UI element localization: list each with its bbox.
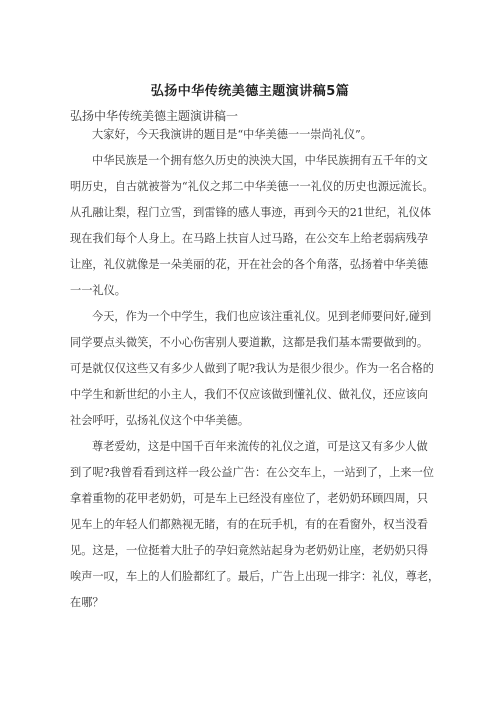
paragraph-line: 同学要点头微笑，不小心伤害别人要道歉，这都是我们基本需要做到的。 — [70, 336, 429, 349]
document-subtitle: 弘扬中华传统美德主题演讲稿一 — [70, 109, 239, 123]
document-title: 弘扬中华传统美德主题演讲稿5篇 — [150, 84, 350, 99]
paragraph-line: 中学生和新世纪的小主人，我们不仅应该做到懂礼仪、做礼仪，还应该向 — [70, 388, 429, 401]
paragraph-line: 中华民族是一个拥有悠久历史的泱泱大国，中华民族拥有五千年的文 — [92, 154, 428, 167]
paragraph-line: 见车上的年轻人们都熟视无睹，有的在玩手机，有的在看窗外，权当没看 — [70, 518, 429, 531]
paragraph-line: 社会呼吁，弘扬礼仪这个中华美德。 — [70, 414, 250, 427]
paragraph-line: 见。这是，一位挺着大肚子的孕妇竟然站起身为老奶奶让座，老奶奶只得 — [70, 544, 429, 557]
paragraph-line: 大家好，今天我演讲的题目是“中华美德一一崇尚礼仪”。 — [92, 128, 372, 141]
paragraph-line: 尊老爱幼，这是中国千百年来流传的礼仪之道，可是这又有多少人做 — [92, 440, 428, 453]
paragraph-line: 唉声一叹，车上的人们脸都红了。最后，广告上出现一排字：礼仪，尊老， — [70, 570, 440, 583]
paragraph-line: 在哪？ — [70, 596, 104, 609]
paragraph-line: 现在我们每个人身上。在马路上扶盲人过马路，在公交车上给老弱病残孕 — [70, 232, 429, 245]
paragraph-line: 明历史，自古就被誉为“礼仪之邦二中华美德一一礼仪的历史也源远流长。 — [70, 180, 434, 193]
paragraph-line: 拿着重物的花甲老奶奶，可是车上已经没有座位了，老奶奶环顾四周，只 — [70, 492, 429, 505]
paragraph-line: 一一礼仪。 — [70, 284, 126, 297]
document-body — [70, 122, 470, 616]
paragraph-line: 今天，作为一个中学生，我们也应该注重礼仪。见到老师要问好,碰到 — [92, 310, 432, 323]
paragraph-line: 到了呢?我曾看看到这样一段公益广告：在公交车上，一站到了，上来一位 — [70, 466, 434, 479]
paragraph-line: 从孔融让梨，程门立雪，到雷锋的感人事迹，再到今天的21世纪，礼仪体 — [70, 206, 432, 219]
paragraph-line: 可是就仅仅这些又有多少人做到了呢?我认为是很少很少。作为一名合格的 — [70, 362, 434, 375]
paragraph-line: 让座，礼仪就像是一朵美丽的花，开在社会的各个角落，弘扬着中华美德 — [70, 258, 429, 271]
